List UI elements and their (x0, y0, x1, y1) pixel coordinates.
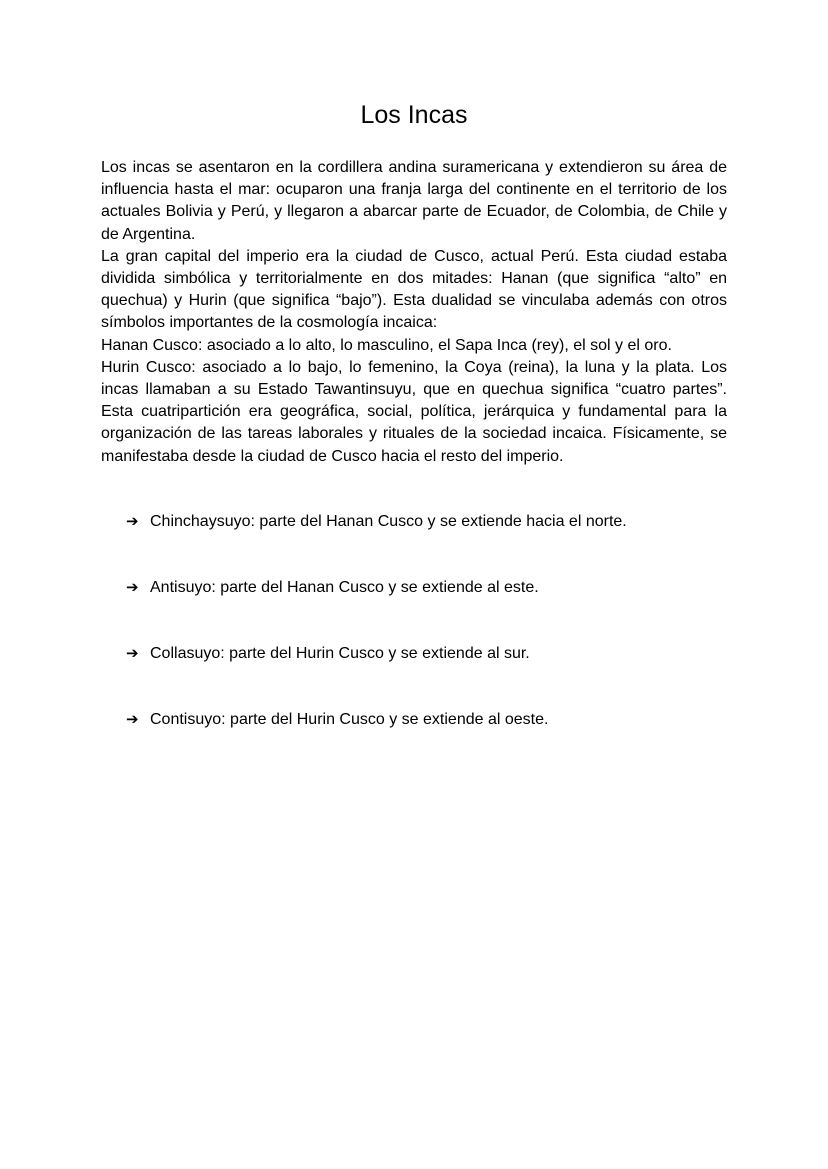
list-item (126, 576, 746, 642)
paragraph-hurin: Hurin Cusco: asociado a lo bajo, lo femenino, la Coya (reina), la luna y la plata. Los incas llamaban a su Estado Tawantinsuyu, que en quechua significa “cuatro partes”. Esta cuatripartición era geográfica, social, política, jerárquica y fundamental para la organización de las tareas laborales y rituales de la sociedad incaica. Físicamente, se manifestaba desde la ciudad de Cusco hacia el resto del imperio. (101, 358, 727, 465)
suyu-list (126, 510, 746, 774)
list-item-text: Collasuyo: parte del Hurin Cusco y se extiende al sur. (150, 645, 530, 662)
list-item-text: Contisuyo: parte del Hurin Cusco y se extiende al oeste. (150, 711, 549, 728)
list-item-text: Antisuyo: parte del Hanan Cusco y se extiende al este. (150, 579, 539, 596)
right-arrow-icon: ➔ (126, 710, 139, 728)
right-arrow-icon: ➔ (126, 644, 139, 662)
list-item (126, 642, 746, 708)
paragraph-hanan: Hanan Cusco: asociado a lo alto, lo masculino, el Sapa Inca (rey), el sol y el oro. (101, 336, 672, 354)
list-item-text: Chinchaysuyo: parte del Hanan Cusco y se extiende hacia el norte. (150, 513, 627, 530)
right-arrow-icon: ➔ (126, 578, 139, 596)
body-text (101, 157, 727, 468)
list-item (126, 510, 746, 576)
paragraph-intro: Los incas se asentaron en la cordillera andina suramericana y extendieron su área de influencia hasta el mar: ocuparon una franja larga del continente en el territorio de los actuales Bolivia y Perú, y llegaron a abarcar parte de Ecuador, de Colombia, de Chile y de Argentina. (101, 159, 727, 243)
right-arrow-icon: ➔ (126, 512, 139, 530)
page-title: Los Incas (360, 101, 468, 129)
paragraph-capital: La gran capital del imperio era la ciudad de Cusco, actual Perú. Esta ciudad estaba dividida simbólica y territorialmente en dos mitades: Hanan (que significa “alto” en quechua) y Hurin (que significa “bajo”). Esta dualidad se vinculaba además con otros símbolos importantes de la cosmología incaica: (101, 247, 727, 332)
list-item (126, 708, 746, 774)
